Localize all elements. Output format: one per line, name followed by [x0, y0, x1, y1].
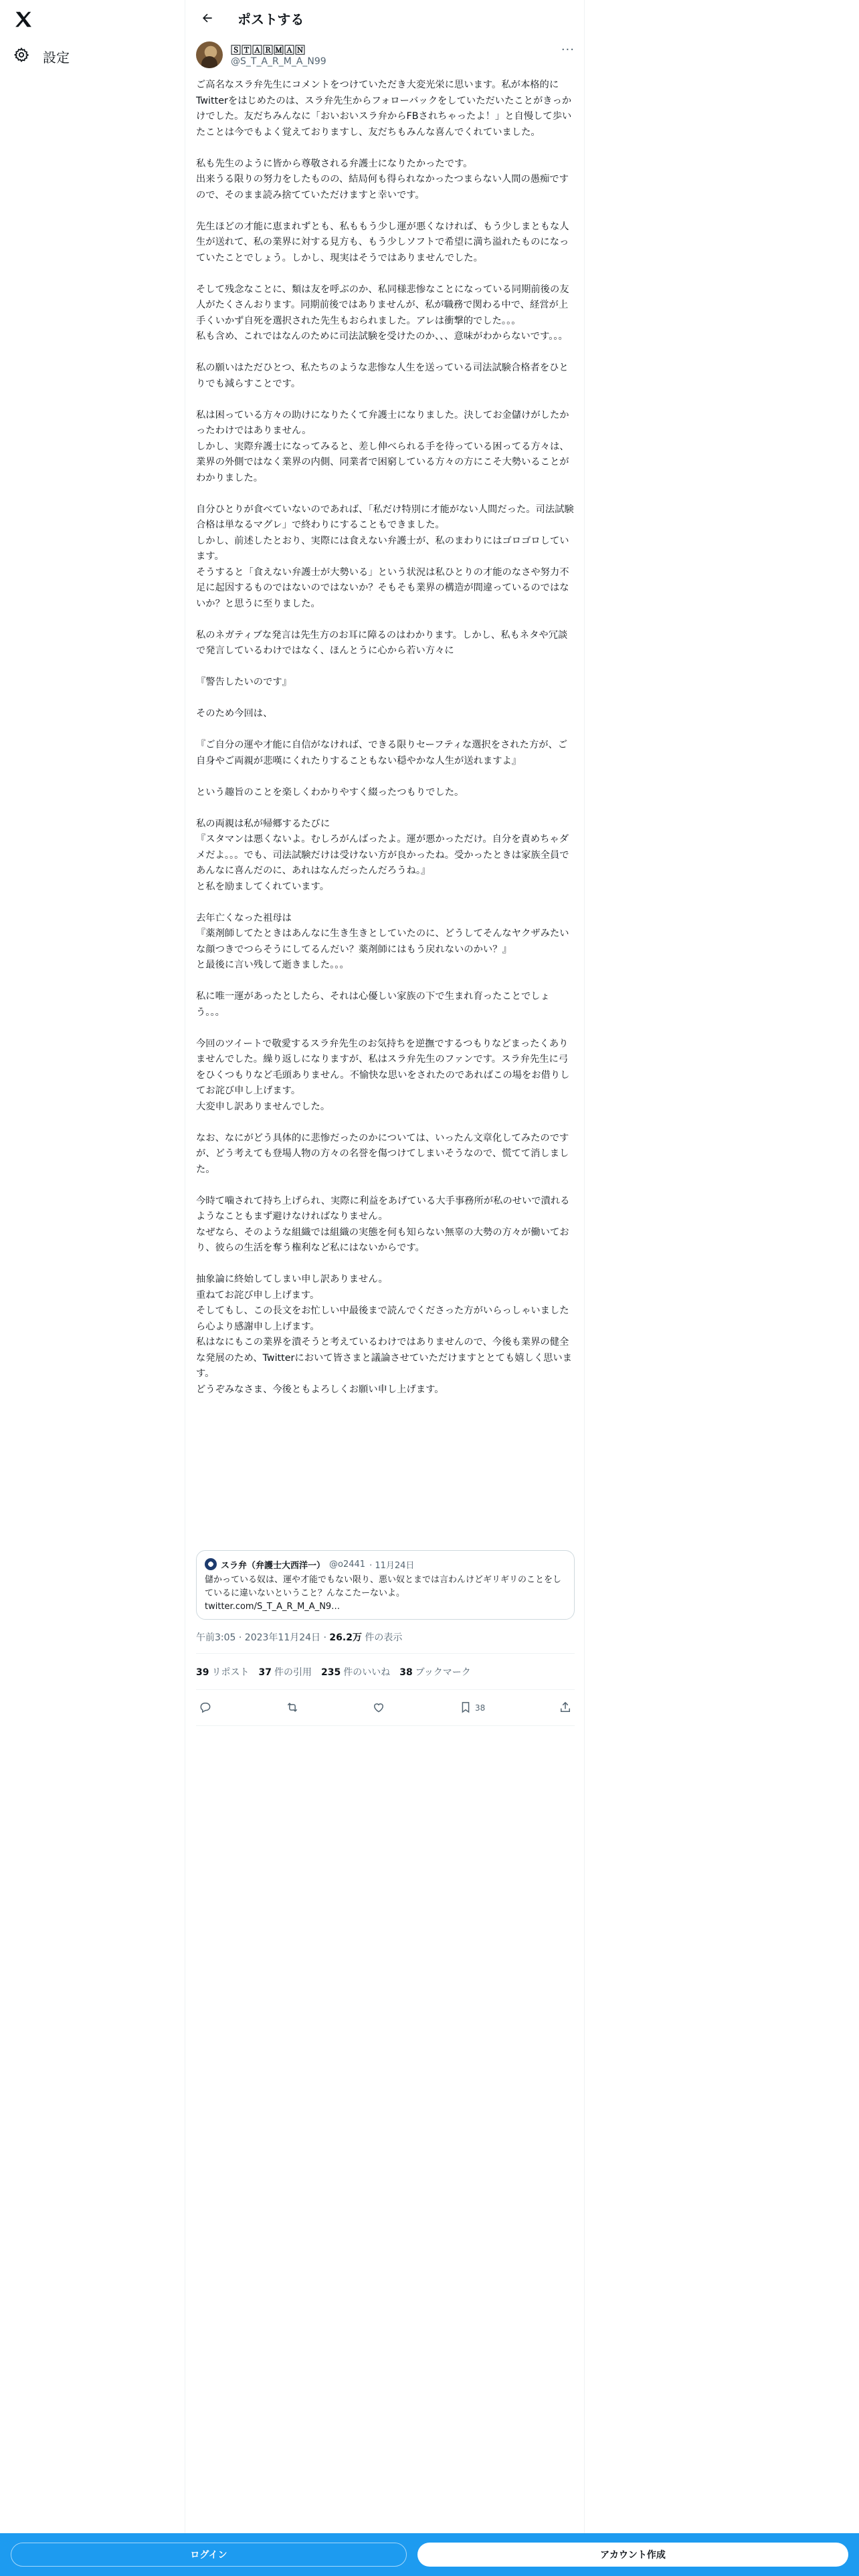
reposts-label: リポスト — [211, 1667, 250, 1678]
tweet-paragraph: 私のネガティブな発言は先生方のお耳に障るのはわかります。しかし、私もネタや冗談で発言しているわけではなく、ほんとうに心から若い方々に — [196, 629, 568, 656]
repost-icon — [286, 1701, 299, 1716]
reposts-stat[interactable] — [196, 1665, 249, 1679]
share-button[interactable] — [559, 1701, 572, 1716]
views-count: 26.2万 — [329, 1632, 362, 1643]
login-button[interactable]: ログイン — [11, 2543, 407, 2567]
tweet-paragraph: そして残念なことに、類は友を呼ぶのか、私同様悲惨なことになっている同期前後の友人がたくさんおります。同期前後ではありませんが、私が職務で関わる中で、経営が上手くいかず自死を選択された先生もおられました。アレは衝撃的でした。。。 私も含め、これではなんのために司法試験を受けたのか、、、意味がわからないです。。。 — [196, 284, 569, 342]
reply-icon — [199, 1701, 212, 1716]
tweet-actions — [196, 1697, 575, 1719]
tweet-timestamp[interactable]: 午前3:05 · 2023年11月24日 · — [196, 1632, 330, 1643]
divider — [196, 1653, 575, 1654]
quoted-author-name: スラ弁（弁護士大西洋一） — [221, 1560, 326, 1571]
bookmarks-stat[interactable] — [399, 1665, 471, 1679]
tweet-paragraph: 『警告したいのです』 — [196, 677, 292, 687]
likes-count: 235 — [320, 1667, 341, 1678]
reply-button[interactable] — [199, 1701, 212, 1716]
tweet-paragraph: 私も先生のように皆から尊敬される弁護士になりたかったです。 出来うる限りの努力をしたものの、結局何も得られなかったつまらない人間の愚痴ですので、そのまま読み捨てていただけますと幸いです。 — [196, 158, 569, 201]
share-icon — [559, 1701, 572, 1716]
tweet-meta — [196, 1630, 402, 1644]
tweet-paragraph: ご高名なスラ弁先生にコメントをつけていただき大変光栄に思います。私が本格的にTwitterをはじめたのは、スラ弁先生からフォローバックをしていただいたことがきっかけでした。友だちみんなに「おいおいスラ弁からFBされちゃったよ！」と自慢して歩いたことは今でもよく覚えておりますし、友だちもみんな喜んでくれていました。 — [196, 80, 572, 138]
likes-label: 件のいいね — [343, 1667, 391, 1678]
tweet-paragraph: 私の願いはただひとつ、私たちのような悲惨な人生を送っている司法試験合格者をひとりでも減らすことです。 — [196, 362, 569, 389]
quotes-count: 37 — [258, 1667, 272, 1678]
author-display-name[interactable]: 🅂🅃🄰🅁🄼🄰🄽 — [231, 44, 306, 56]
engagement-stats — [196, 1665, 471, 1679]
x-logo-icon[interactable] — [13, 9, 33, 29]
bookmarks-count: 38 — [399, 1667, 413, 1678]
quoted-text: 儲かっている奴は、運や才能でもない限り、悪い奴とまでは言わんけどギリギリのことをしているに違いないということ？んなこたーないよ。 twitter.com/S_T_A_R_M_A_N9… — [205, 1575, 562, 1612]
tweet-paragraph: 今時て噛されて持ち上げられ、実際に利益をあげている大手事務所が私のせいで潰れるようなこともまず避けなければなりません。 なぜなら、そのような組織では組織の実態を何も知らない無辜の大勢の方々が働いており、彼らの生活を奪う権利など私にはないからです。 — [196, 1195, 570, 1253]
quotes-label: 件の引用 — [274, 1667, 312, 1678]
bottom-login-bar — [0, 2533, 859, 2576]
heart-icon — [372, 1701, 385, 1716]
quoted-tweet[interactable] — [196, 1550, 575, 1620]
tweet-paragraph: そのため今回は、 — [196, 708, 273, 719]
quoted-date: · 11月24日 — [369, 1560, 415, 1571]
bookmark-icon — [459, 1701, 472, 1716]
page-title: ポストする — [237, 11, 304, 27]
like-button[interactable] — [372, 1701, 385, 1716]
bookmark-count: 38 — [475, 1703, 486, 1713]
bookmarks-label: ブックマーク — [415, 1667, 471, 1678]
repost-button[interactable] — [286, 1701, 299, 1716]
quoted-author-handle: @o2441 — [329, 1559, 366, 1570]
tweet-text — [196, 78, 575, 1414]
bookmark-button[interactable] — [459, 1701, 485, 1716]
tweet-paragraph: 自分ひとりが食べていないのであれば、「私だけ特別に才能がない人間だった。司法試験合格は単なるマグレ」で終わりにすることもできました。 しかし、前述したとおり、実際には食えない弁護士が、私のまわりにはゴロゴロしています。 そうすると「食えない弁護士が大勢いる」という状況は私ひとりの才能のなさや努力不足に起因するものではないのではないか？そもそも業界の構造が間違っているのではないか？と思うに至りました。 — [196, 504, 574, 609]
quoted-avatar — [205, 1558, 217, 1570]
tweet-paragraph: 去年亡くなった祖母は 『薬剤師してたときはあんなに生き生きとしていたのに、どうしてそんなヤクザみたいな顔つきでつらそうにしてるんだい？薬剤師にはもう戻れないのかい？』 と最後に言い残して逝きました。。。 — [196, 912, 569, 970]
reposts-count: 39 — [196, 1667, 209, 1678]
nav-settings-item[interactable] — [13, 44, 70, 68]
quotes-stat[interactable] — [258, 1665, 311, 1679]
header — [185, 0, 584, 36]
tweet-paragraph: 先生ほどの才能に恵まれずとも、私ももう少し運が悪くなければ、もう少しまともな人生が送れて、私の業界に対する見方も、もう少しソフトで希望に満ち溢れたものになっていたことでしょう。しかし、現実はそうではありませんでした。 — [196, 221, 569, 263]
back-arrow-icon[interactable] — [196, 7, 219, 29]
tweet-paragraph: なお、なにがどう具体的に悲惨だったのかについては、いったん文章化してみたのですが、どう考えても登場人物の方々の名誉を傷つけてしまいそうなので、慌てて消しました。 — [196, 1132, 569, 1175]
left-nav — [0, 0, 185, 2576]
main-column — [185, 0, 585, 2576]
tweet-paragraph: 私に唯一運があったとしたら、それは心優しい家族の下で生まれ育ったことでしょう。。。 — [196, 991, 550, 1018]
tweet-paragraph: という趣旨のことを楽しくわかりやすく綴ったつもりでした。 — [196, 786, 464, 798]
tweet-paragraph: 抽象論に終始してしまい申し訳ありません。 重ねてお詫び申し上げます。 そしてもし、この長文をお忙しい中最後まで読んでくださった方がいらっしゃいましたら心より感謝申し上げます。 私はなにもこの業界を潰そうと考えているわけではありませんので、今後も業界の健全な発展のため、Twitterにおいて皆さまと議論させていただけますととても嬉しく思います。 どうぞみなさま、今後ともよろしくお願い申し上げます。 — [196, 1274, 573, 1395]
signup-button[interactable]: アカウント作成 — [417, 2543, 848, 2567]
gear-icon — [13, 47, 29, 66]
nav-settings-label: 設定 — [43, 49, 70, 66]
tweet-paragraph: 私は困っている方々の助けになりたくて弁護士になりました。決してお金儲けがしたかったわけではありません。 しかし、実際弁護士になってみると、差し伸べられる手を待っている困ってる方々は、業界の外側ではなく業界の内側、同業者で困窮している方々の方にこそ大勢いることがわかりました。 — [196, 409, 569, 484]
tweet-paragraph: 今回のツイートで敬愛するスラ弁先生のお気持ちを逆撫でするつもりなどまったくありませんでした。繰り返しになりますが、私はスラ弁先生のファンです。スラ弁先生に弓をひくつもりなど毛頭ありません。不愉快な思いをされたのであればこの場をお借りしてお詫び申し上げます。 大変申し訳ありませんでした。 — [196, 1038, 570, 1112]
likes-stat[interactable] — [321, 1665, 390, 1679]
quoted-tweet-header — [205, 1558, 566, 1571]
tweet-paragraph: 『ご自分の運や才能に自信がなければ、できる限りセーフティな選択をされた方が、ご自身やご両親が悲嘆にくれたりすることもない穏やかな人生が送れますよ』 — [196, 740, 568, 766]
views-label: 件の表示 — [361, 1632, 403, 1643]
divider — [196, 1689, 575, 1690]
author-handle[interactable]: @S_T_A_R_M_A_N99 — [231, 56, 326, 67]
tweet-author — [196, 41, 575, 71]
tweet-paragraph: 私の両親は私が帰郷するたびに 『スタマンは悪くないよ。むしろがんばったよ。運が悪かっただけ。自分を責めちゃダメだよ。。。でも、司法試験だけは受けない方が良かったね。受かったときは家族全員であんなに喜んだのに、あれはなんだったんだろうね。』 と私を励ましてくれています。 — [196, 818, 569, 892]
more-options-icon[interactable]: ··· — [561, 43, 575, 57]
avatar[interactable] — [196, 41, 223, 68]
divider — [196, 1725, 575, 1726]
